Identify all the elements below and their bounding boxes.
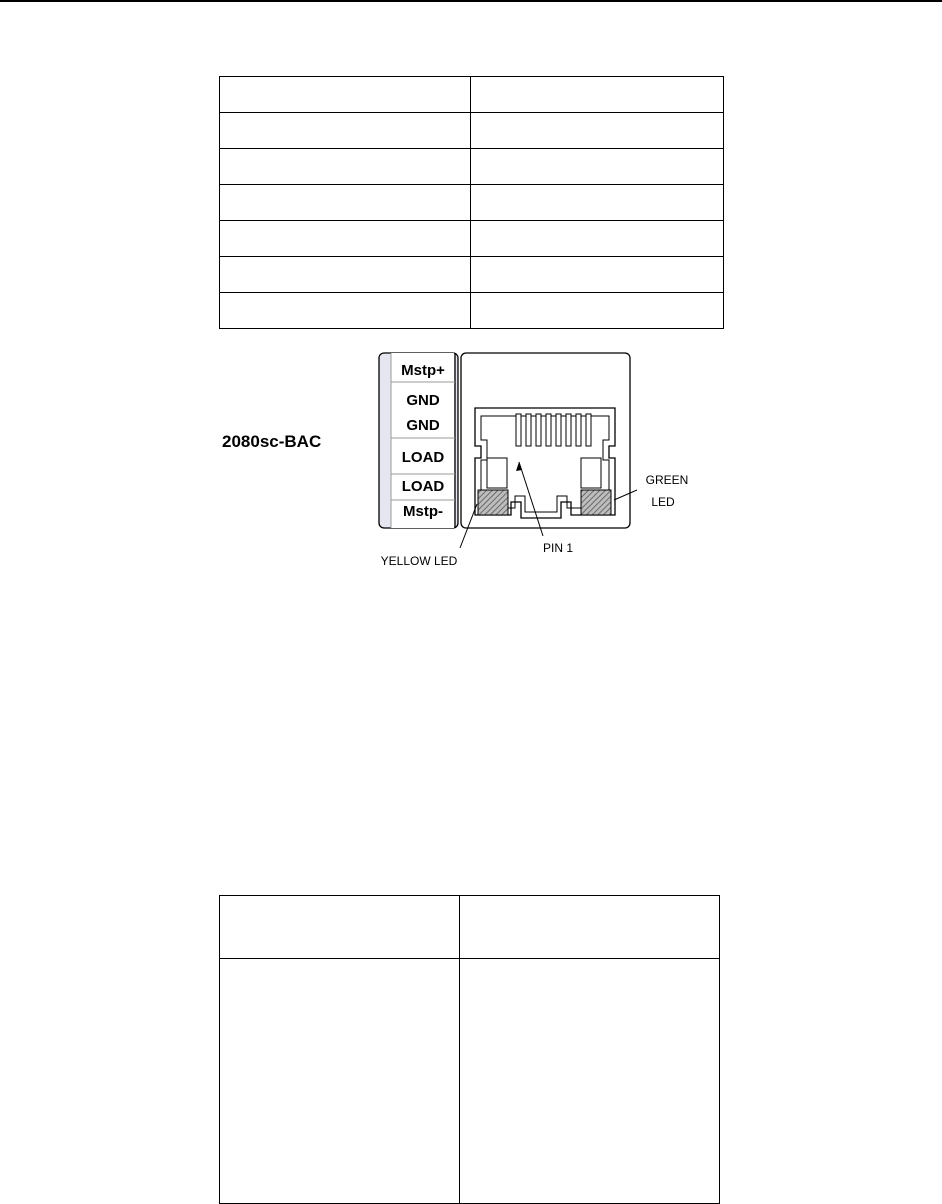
table-row	[220, 221, 724, 257]
led-status-table	[219, 895, 720, 1204]
table-row	[220, 257, 724, 293]
table-cell	[220, 959, 460, 1204]
terminal-label: LOAD	[401, 478, 445, 495]
table-cell	[471, 77, 724, 113]
table-cell	[471, 113, 724, 149]
table-row	[220, 293, 724, 329]
connector-diagram	[219, 350, 699, 572]
table-row	[220, 113, 724, 149]
yellow-led-callout: YELLOW LED	[380, 554, 458, 568]
table-cell	[471, 257, 724, 293]
table-cell	[220, 257, 471, 293]
table-cell	[220, 293, 471, 329]
table-row	[220, 149, 724, 185]
terminal-label: LOAD	[401, 449, 445, 466]
terminal-label: Mstp+	[401, 362, 445, 379]
model-label: 2080sc-BAC	[222, 432, 322, 451]
terminal-label: GND	[406, 392, 440, 409]
table-row	[220, 959, 720, 1204]
table-cell	[220, 113, 471, 149]
green-led-callout-line2: LED	[651, 495, 675, 509]
table-row	[220, 77, 724, 113]
pin1-callout: PIN 1	[542, 541, 574, 555]
table-cell	[471, 185, 724, 221]
table-cell	[460, 896, 720, 959]
table-cell	[220, 896, 460, 959]
table-cell	[471, 149, 724, 185]
table-cell	[220, 149, 471, 185]
terminal-label: Mstp-	[403, 503, 443, 520]
pin-assignment-table	[219, 76, 724, 329]
table-cell	[220, 77, 471, 113]
yellow-led	[478, 490, 508, 515]
table-cell	[220, 221, 471, 257]
table-cell	[471, 293, 724, 329]
table-row	[220, 185, 724, 221]
table-row	[220, 896, 720, 959]
table-cell	[471, 221, 724, 257]
green-led	[581, 490, 611, 515]
page-header-rule	[0, 0, 942, 2]
table-cell	[220, 185, 471, 221]
table-cell	[460, 959, 720, 1204]
terminal-label: GND	[406, 417, 440, 434]
terminal-block	[379, 353, 458, 528]
green-led-callout-line1: GREEN	[645, 473, 689, 487]
